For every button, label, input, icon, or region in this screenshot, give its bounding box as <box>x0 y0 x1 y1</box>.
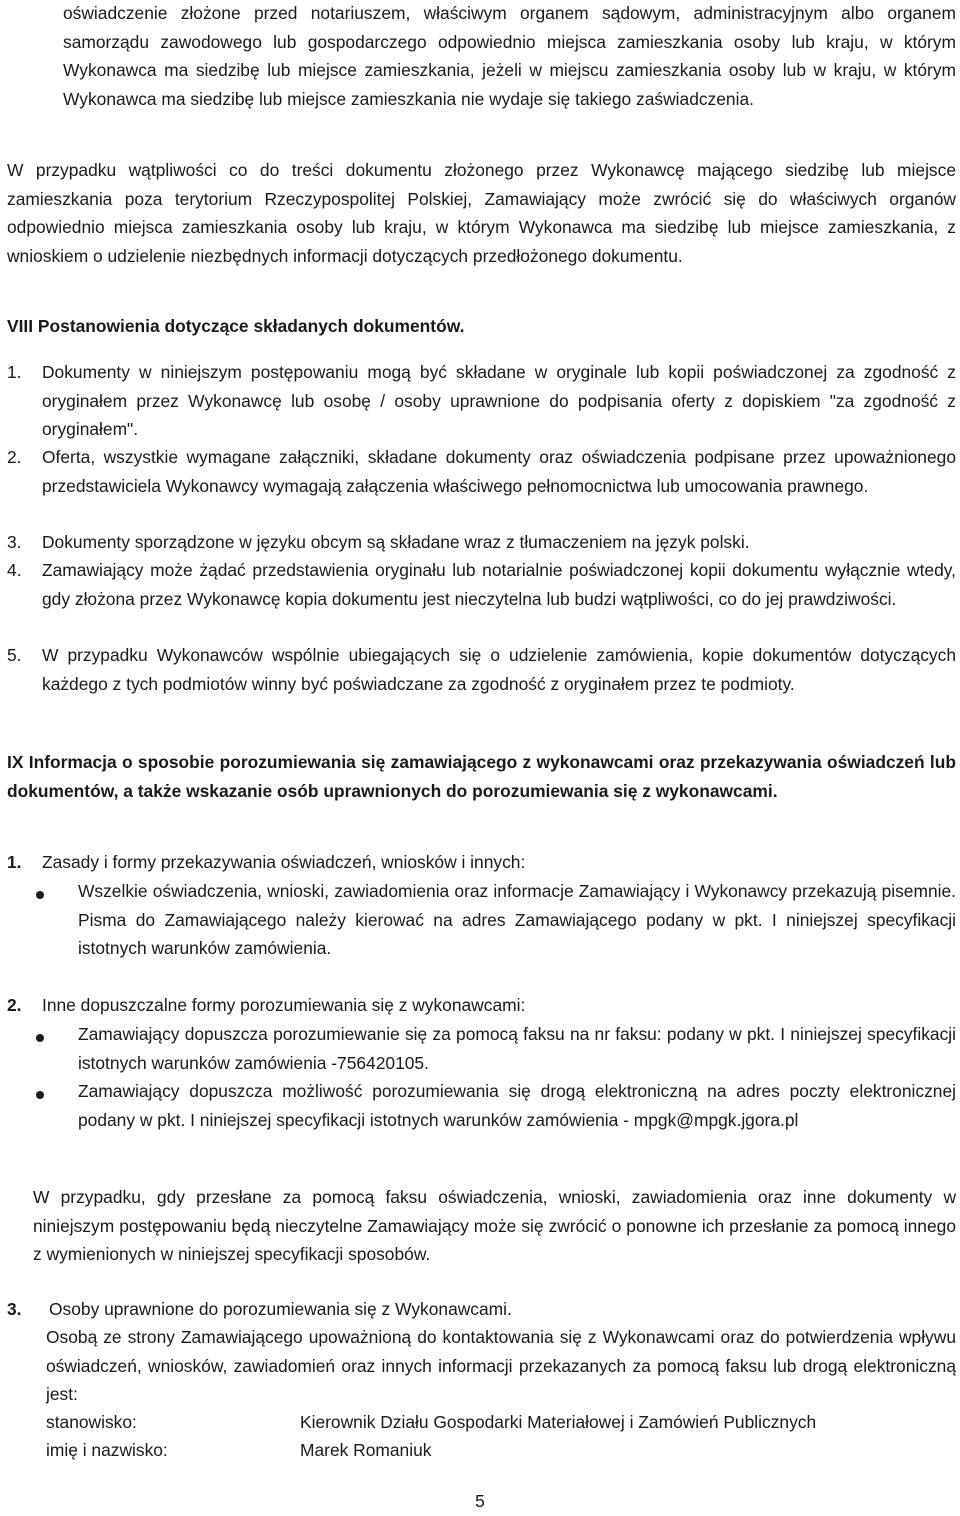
list-title: Osoby uprawnione do porozumiewania się z Wykonawcami. <box>49 1299 512 1319</box>
contact-value-position: Kierownik Działu Gospodarki Materiałowej i Zamówień Publicznych <box>300 1412 817 1432</box>
list-number: 4. <box>7 560 22 580</box>
list-text: W przypadku Wykonawców wspólnie ubiegających się o udzielenie zamówienia, kopie dokumentów dotyczących każdego z tych podmiotów winny być poświadczane za zgodność z oryginałem przez te podmioty. <box>42 645 956 694</box>
contact-label-name: imię i nazwisko: <box>46 1440 168 1460</box>
list-number: 1. <box>7 852 22 872</box>
list-text: Oferta, wszystkie wymagane załączniki, składane dokumenty oraz oświadczenia podpisane przez upoważnionego przedstawiciela Wykonawcy wymagają załączenia właściwego pełnomocnictwa lub umocowania prawnego. <box>42 447 956 496</box>
list-text: Dokumenty w niniejszym postępowaniu mogą być składane w oryginale lub kopii poświadczonej za zgodność z oryginałem przez Wykonawcę lub osobę / osoby uprawnione do podpisania oferty z dopiskiem "za zgodność z oryginałem". <box>42 362 956 439</box>
contact-intro-paragraph: Osobą ze strony Zamawiającego upoważnioną do kontaktowania się z Wykonawcami oraz do potwierdzenia wpływu oświadczeń, wniosków, zawiadomień oraz innych informacji przekazanych za pomocą faksu lub drogą elektroniczną jest: <box>46 1327 956 1404</box>
contact-value-name: Marek Romaniuk <box>300 1440 432 1460</box>
bullet-icon <box>36 1034 44 1042</box>
bullet-text: Wszelkie oświadczenia, wnioski, zawiadomienia oraz informacje Zamawiający i Wykonawcy przekazują pisemnie. Pisma do Zamawiającego należy kierować na adres Zamawiającego podany w pkt. I niniejszej specyfikacji istotnych warunków zamówienia. <box>78 881 956 958</box>
fax-paragraph: W przypadku, gdy przesłane za pomocą faksu oświadczenia, wnioski, zawiadomienia oraz inne dokumenty w niniejszym postępowaniu będą nieczytelne Zamawiający może się zwrócić o ponowne ich przesłanie za pomocą innego z wymienionych w niniejszej specyfikacji sposobów. <box>33 1187 956 1264</box>
bullet-icon <box>36 891 44 899</box>
bullet-icon <box>36 1091 44 1099</box>
list-title: Zasady i formy przekazywania oświadczeń, wniosków i innych: <box>42 852 526 872</box>
bullet-text: Zamawiający dopuszcza porozumiewanie się za pomocą faksu na nr faksu: podany w pkt. I niniejszej specyfikacji istotnych warunków zamówienia -756420105. <box>78 1024 956 1073</box>
list-number: 1. <box>7 362 22 382</box>
section-ix-heading: IX Informacja o sposobie porozumiewania się zamawiającego z wykonawcami oraz przekazywania oświadczeń lub dokumentów, a także wskazanie osób uprawnionych do porozumiewania się z wykonawcami. <box>7 752 956 801</box>
intro-paragraph: oświadczenie złożone przed notariuszem, właściwym organem sądowym, administracyjnym albo organem samorządu zawodowego lub gospodarczego odpowiednio miejsca zamieszkania osoby lub kraju, w którym Wykonawca ma siedzibę lub miejsce zamieszkania, jeżeli w miejscu zamieszkania osoby lub w kraju, w którym Wykonawca ma siedzibę lub miejsce zamieszkania nie wydaje się takiego zaświadczenia. <box>63 3 956 109</box>
list-text: Dokumenty sporządzone w języku obcym są składane wraz z tłumaczeniem na język polski. <box>42 532 750 552</box>
list-number: 2. <box>7 447 22 467</box>
page-number: 5 <box>475 1491 485 1511</box>
list-text: Zamawiający może żądać przedstawienia oryginału lub notarialnie poświadczonej kopii dokumentu wyłącznie wtedy, gdy złożona przez Wykonawcę kopia dokumentu jest nieczytelna lub budzi wątpliwości, co do jej prawdziwości. <box>42 560 956 609</box>
section-viii-heading: VIII Postanowienia dotyczące składanych dokumentów. <box>7 316 465 336</box>
list-number: 3. <box>7 1299 22 1319</box>
contact-label-position: stanowisko: <box>46 1412 137 1432</box>
bullet-text: Zamawiający dopuszcza możliwość porozumiewania się drogą elektroniczną na adres poczty elektronicznej podany w pkt. I niniejszej specyfikacji istotnych warunków zamówienia - mpgk@mpgk.jgora.pl <box>78 1081 956 1130</box>
doubt-paragraph: W przypadku wątpliwości co do treści dokumentu złożonego przez Wykonawcę mającego siedzibę lub miejsce zamieszkania poza terytorium Rzeczypospolitej Polskiej, Zamawiający może zwrócić się do właściwych organów odpowiednio miejsca zamieszkania osoby lub kraju, w którym Wykonawca ma siedzibę lub miejsce zamieszkania, z wnioskiem o udzielenie niezbędnych informacji dotyczących przedłożonego dokumentu. <box>7 160 956 266</box>
list-number: 5. <box>7 645 22 665</box>
list-number: 3. <box>7 532 22 552</box>
list-title: Inne dopuszczalne formy porozumiewania się z wykonawcami: <box>42 995 526 1015</box>
list-number: 2. <box>7 995 22 1015</box>
